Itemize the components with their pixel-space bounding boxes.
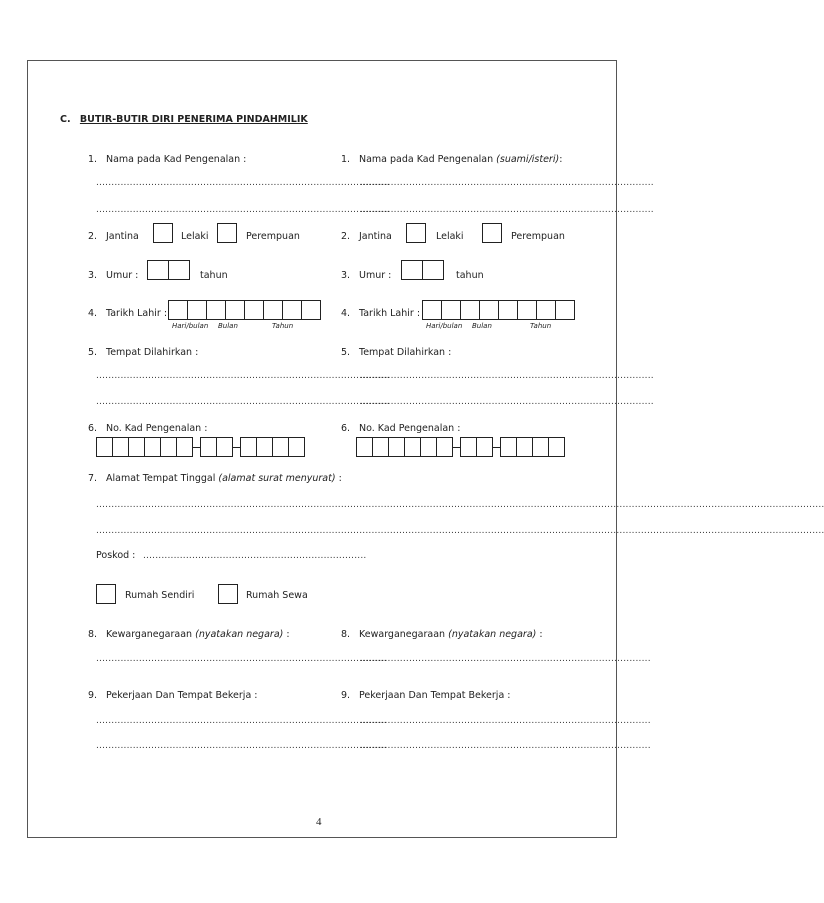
right-q2-label: Jantina [359,231,392,242]
right-ic-box-b-2[interactable] [476,437,493,457]
right-dob-box-3[interactable] [460,300,480,320]
right-q8-num: 8. [341,629,351,640]
left-ic-box-a-5[interactable] [160,437,177,457]
left-ic-box-c-1[interactable] [240,437,257,457]
left-male-label: Lelaki [181,231,209,242]
left-q9-num: 9. [88,690,98,701]
left-q8-num: 8. [88,629,98,640]
right-q2-num: 2. [341,231,351,242]
right-ic-box-a-6[interactable] [436,437,453,457]
right-q1-num: 1. [341,154,351,165]
right-q6-num: 6. [341,423,351,434]
left-q8-text [106,629,290,641]
left-dob-day-label: Hari/bulan [172,322,209,330]
right-q3-label: Umur : [359,270,392,281]
right-ic-box-dash-2 [492,447,500,448]
right-q1-colon: : [559,154,563,165]
left-ic-box-a-4[interactable] [144,437,161,457]
left-citizenship-line[interactable]: ............................................................................................... [96,654,387,664]
right-dob-box-5[interactable] [498,300,518,320]
right-q1-italic: (suami/isteri) [496,154,560,165]
left-q4-label: Tarikh Lahir : [106,308,168,319]
right-q3-num: 3. [341,270,351,281]
q7-text [106,473,342,485]
right-ic-box-b-1[interactable] [460,437,477,457]
right-male-label: Lelaki [436,231,464,242]
right-occupation-line-2[interactable]: ............................................................................................... [360,741,651,751]
right-dob-box-4[interactable] [479,300,499,320]
address-line-1[interactable]: .............................................................................................................................................................................................................................................. [96,500,824,510]
left-ic-box-c-2[interactable] [256,437,273,457]
right-q1-label: Nama pada Kad Pengenalan [359,154,494,165]
left-age-digit-1[interactable] [147,260,169,280]
right-ic-box-c-4[interactable] [548,437,565,457]
left-dob-box-3[interactable] [206,300,226,320]
left-q6-label: No. Kad Pengenalan : [106,423,208,434]
right-dob-year-label: Tahun [530,322,552,330]
right-dob-box-7[interactable] [536,300,556,320]
left-dob-box-6[interactable] [263,300,283,320]
left-dob-box-7[interactable] [282,300,302,320]
left-dob-box-8[interactable] [301,300,321,320]
right-ic-box-a-3[interactable] [388,437,405,457]
right-age-digit-2[interactable] [422,260,444,280]
right-female-checkbox[interactable] [482,223,502,243]
left-birthplace-line-2[interactable]: ................................................................................................ [96,397,390,407]
left-q6-num: 6. [88,423,98,434]
right-birthplace-line-2[interactable]: ................................................................................................ [360,397,654,407]
left-q8-italic: (nyatakan negara) [195,629,284,640]
right-q9-num: 9. [341,690,351,701]
right-q1-text [359,154,562,166]
section-title: BUTIR-BUTIR DIRI PENERIMA PINDAHMILIK [79,114,308,125]
left-name-line-1[interactable]: ................................................................................................ [96,178,390,188]
left-dob-month-label: Bulan [218,322,238,330]
left-ic-box-dash-2 [232,447,240,448]
right-name-line-1[interactable]: ................................................................................................ [360,178,654,188]
right-q4-label: Tarikh Lahir : [359,308,421,319]
female-checkbox[interactable] [217,223,237,243]
rented-house-label: Rumah Sewa [246,590,308,601]
left-ic-box-b-2[interactable] [216,437,233,457]
right-ic-box-a-1[interactable] [356,437,373,457]
right-q8-label: Kewarganegaraan [359,629,446,640]
left-ic-box-c-3[interactable] [272,437,289,457]
right-q9-label: Pekerjaan Dan Tempat Bekerja : [359,690,511,701]
right-dob-box-6[interactable] [517,300,537,320]
section-letter: C. [60,114,71,125]
left-ic-box-a-2[interactable] [112,437,129,457]
left-q2-label: Jantina [106,231,139,242]
right-q8-colon: : [539,629,543,640]
left-ic-box-a-6[interactable] [176,437,193,457]
right-ic-box-a-2[interactable] [372,437,389,457]
right-ic-box-c-3[interactable] [532,437,549,457]
own-house-checkbox[interactable] [96,584,116,604]
left-q2-num: 2. [88,231,98,242]
left-dob-box-2[interactable] [187,300,207,320]
left-ic-box-dash-1 [192,447,200,448]
right-q8-italic: (nyatakan negara) [448,629,537,640]
right-q6-label: No. Kad Pengenalan : [359,423,461,434]
q7-label: Alamat Tempat Tinggal [106,473,216,484]
right-q5-label: Tempat Dilahirkan : [359,347,452,358]
left-age-unit: tahun [200,270,228,281]
right-citizenship-line[interactable]: ............................................................................................... [360,654,651,664]
male-checkbox[interactable] [153,223,173,243]
left-q4-num: 4. [88,308,98,319]
left-q8-colon: : [286,629,290,640]
right-dob-box-2[interactable] [441,300,461,320]
right-ic-box-c-2[interactable] [516,437,533,457]
left-q1-label: Nama pada Kad Pengenalan : [106,154,247,165]
section-heading [60,114,308,125]
left-q5-label: Tempat Dilahirkan : [106,347,199,358]
address-line-2[interactable]: .............................................................................................................................................................................................................................................. [96,526,824,536]
right-dob-box-1[interactable] [422,300,442,320]
right-name-line-2[interactable]: ................................................................................................ [360,205,654,215]
left-dob-box-1[interactable] [168,300,188,320]
left-q3-num: 3. [88,270,98,281]
left-q3-label: Umur : [106,270,139,281]
own-house-label: Rumah Sendiri [125,590,195,601]
left-q9-label: Pekerjaan Dan Tempat Bekerja : [106,690,258,701]
right-age-unit: tahun [456,270,484,281]
right-q8-text [359,629,543,641]
left-ic-box-b-1[interactable] [200,437,217,457]
q7-colon: : [338,473,342,484]
right-ic-box-c-1[interactable] [500,437,517,457]
left-female-label: Perempuan [246,231,300,242]
q7-italic: (alamat surat menyurat) [218,473,336,484]
poskod-line[interactable]: ......................................................................... [143,551,367,561]
rented-house-checkbox[interactable] [218,584,238,604]
left-q1-num: 1. [88,154,98,165]
page-number: 4 [316,816,322,828]
right-dob-month-label: Bulan [472,322,492,330]
q7-num: 7. [88,473,98,484]
left-ic-box-a-1[interactable] [96,437,113,457]
right-q4-num: 4. [341,308,351,319]
left-ic-box-c-4[interactable] [288,437,305,457]
right-ic-box-dash-1 [452,447,460,448]
right-birthplace-line-1[interactable]: ................................................................................................ [360,371,654,381]
right-ic-box-a-4[interactable] [404,437,421,457]
left-birthplace-line-1[interactable]: ................................................................................................ [96,371,390,381]
right-age-digit-1[interactable] [401,260,423,280]
right-dob-box-8[interactable] [555,300,575,320]
left-age-digit-2[interactable] [168,260,190,280]
left-dob-box-5[interactable] [244,300,264,320]
right-ic-box-a-5[interactable] [420,437,437,457]
left-name-line-2[interactable]: ................................................................................................ [96,205,390,215]
left-dob-box-4[interactable] [225,300,245,320]
left-q8-label: Kewarganegaraan [106,629,193,640]
right-male-checkbox[interactable] [406,223,426,243]
left-ic-box-a-3[interactable] [128,437,145,457]
right-occupation-line-1[interactable]: ............................................................................................... [360,716,651,726]
left-occupation-line-1[interactable]: ............................................................................................... [96,716,387,726]
right-female-label: Perempuan [511,231,565,242]
left-q5-num: 5. [88,347,98,358]
poskod-label: Poskod : [96,550,136,561]
left-occupation-line-2[interactable]: ............................................................................................... [96,741,387,751]
right-dob-day-label: Hari/bulan [426,322,463,330]
right-q5-num: 5. [341,347,351,358]
left-dob-year-label: Tahun [272,322,294,330]
